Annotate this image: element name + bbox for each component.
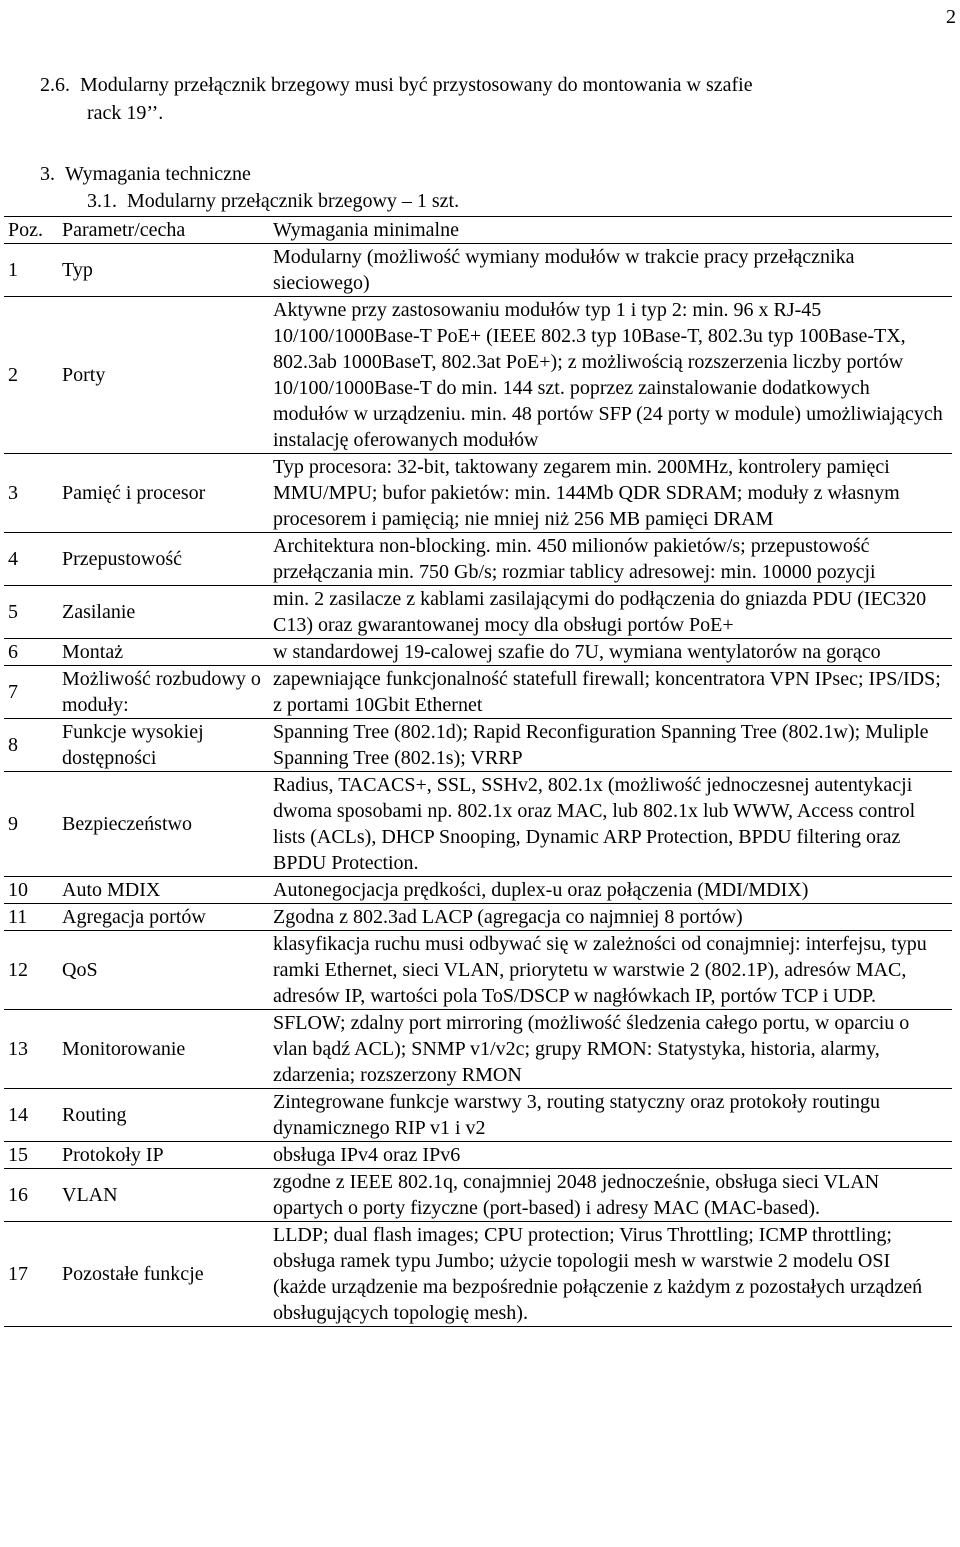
table-header-row [4,217,952,244]
row-parameter: Auto MDIX [58,877,269,904]
table-row [4,454,952,533]
header-parameter: Parametr/cecha [58,217,269,244]
page-number: 2 [946,6,956,28]
section-2-6-heading [40,72,753,98]
row-parameter: VLAN [58,1169,269,1222]
row-number: 10 [4,877,58,904]
row-number: 5 [4,586,58,639]
row-parameter: Protokoły IP [58,1142,269,1169]
row-parameter: Montaż [58,639,269,666]
row-requirement: Radius, TACACS+, SSL, SSHv2, 802.1x (możliwość jednoczesnej autentykacji dwoma sposobami np. 802.1x oraz MAC, lub 802.1x lub WWW, Access control lists (ACLs), DHCP Snooping, Dynamic ARP Protection, BPDU filtering oraz BPDU Protection. [269,772,952,877]
row-number: 16 [4,1169,58,1222]
row-number: 17 [4,1222,58,1327]
row-number: 4 [4,533,58,586]
row-parameter: Typ [58,244,269,297]
table-row [4,586,952,639]
row-number: 6 [4,639,58,666]
section-number: 2.6. [40,74,70,96]
table-row [4,904,952,931]
section-2-6-continuation: rack 19’’. [87,102,164,124]
row-requirement: min. 2 zasilacze z kablami zasilającymi do podłączenia do gniazda PDU (IEC320 C13) oraz gwarantowanej mocy dla obsługi portów PoE+ [269,586,952,639]
row-requirement: Zintegrowane funkcje warstwy 3, routing statyczny oraz protokoły routingu dynamicznego RIP v1 i v2 [269,1089,952,1142]
section-text: Modularny przełącznik brzegowy – 1 szt. [127,190,460,212]
row-number: 13 [4,1010,58,1089]
section-text: Modularny przełącznik brzegowy musi być przystosowany do montowania w szafie [80,74,753,96]
row-number: 1 [4,244,58,297]
section-number: 3. [40,163,55,185]
row-number: 12 [4,931,58,1010]
row-requirement: zgodne z IEEE 802.1q, conajmniej 2048 jednocześnie, obsługa sieci VLAN opartych o porty fizyczne (port-based) i adresy MAC (MAC-based). [269,1169,952,1222]
row-parameter: Funkcje wysokiej dostępności [58,719,269,772]
header-requirements: Wymagania minimalne [269,217,952,244]
row-requirement: Aktywne przy zastosowaniu modułów typ 1 i typ 2: min. 96 x RJ-45 10/100/1000Base-T PoE+ (IEEE 802.3 typ 10Base-T, 802.3u typ 100Base-TX, 802.3ab 1000BaseT, 802.3at PoE+); z możliwością rozszerzenia liczby portów 10/100/1000Base-T do min. 144 szt. poprzez zainstalowanie dodatkowych modułów w urządzeniu. min. 48 portów SFP (24 porty w module) umożliwiających instalację oferowanych modułów [269,297,952,454]
row-parameter: Pozostałe funkcje [58,1222,269,1327]
row-parameter: Porty [58,297,269,454]
row-number: 3 [4,454,58,533]
row-parameter: Bezpieczeństwo [58,772,269,877]
row-requirement: zapewniające funkcjonalność statefull firewall; koncentratora VPN IPsec; IPS/IDS; z portami 10Gbit Ethernet [269,666,952,719]
row-number: 14 [4,1089,58,1142]
table-row [4,719,952,772]
row-parameter: Routing [58,1089,269,1142]
row-requirement: Zgodna z 802.3ad LACP (agregacja co najmniej 8 portów) [269,904,952,931]
requirements-table [4,216,952,1327]
section-text: Wymagania techniczne [65,163,251,185]
table-row [4,1010,952,1089]
section-number: 3.1. [87,190,117,212]
table-row [4,1142,952,1169]
row-requirement: Autonegocjacja prędkości, duplex-u oraz połączenia (MDI/MDIX) [269,877,952,904]
row-requirement: Modularny (możliwość wymiany modułów w trakcie pracy przełącznika sieciowego) [269,244,952,297]
row-parameter: Pamięć i procesor [58,454,269,533]
table-row [4,639,952,666]
row-parameter: Agregacja portów [58,904,269,931]
row-requirement: klasyfikacja ruchu musi odbywać się w zależności od conajmniej: interfejsu, typu ramki Ethernet, sieci VLAN, priorytetu w warstwie 2 (802.1P), adresów MAC, adresów IP, wartości pola ToS/DSCP w nagłówkach IP, portów TCP i UDP. [269,931,952,1010]
row-requirement: obsługa IPv4 oraz IPv6 [269,1142,952,1169]
table-row [4,666,952,719]
row-number: 2 [4,297,58,454]
row-parameter: Zasilanie [58,586,269,639]
row-number: 11 [4,904,58,931]
row-number: 9 [4,772,58,877]
table-row [4,877,952,904]
section-3-1-heading [87,188,459,214]
row-requirement: w standardowej 19-calowej szafie do 7U, wymiana wentylatorów na gorąco [269,639,952,666]
row-requirement: Typ procesora: 32-bit, taktowany zegarem min. 200MHz, kontrolery pamięci MMU/MPU; bufor pakietów: min. 144Mb QDR SDRAM; moduły z własnym procesorem i pamięcią; nie mniej niż 256 MB pamięci DRAM [269,454,952,533]
row-requirement: Spanning Tree (802.1d); Rapid Reconfiguration Spanning Tree (802.1w); Muliple Spanning Tree (802.1s); VRRP [269,719,952,772]
row-parameter: Możliwość rozbudowy o moduły: [58,666,269,719]
row-number: 7 [4,666,58,719]
row-requirement: Architektura non-blocking. min. 450 milionów pakietów/s; przepustowość przełączania min. 750 Gb/s; rozmiar tablicy adresowej: min. 10000 pozycji [269,533,952,586]
table-row [4,533,952,586]
row-requirement: LLDP; dual flash images; CPU protection; Virus Throttling; ICMP throttling; obsługa ramek typu Jumbo; użycie topologii mesh w warstwie 2 modelu OSI (każde urządzenie ma bezpośrednie połączenie z każdym z pozostałych urządzeń obsługujących topologię mesh). [269,1222,952,1327]
row-requirement: SFLOW; zdalny port mirroring (możliwość śledzenia całego portu, w oparciu o vlan bądź ACL); SNMP v1/v2c; grupy RMON: Statystyka, historia, alarmy, zdarzenia; rozszerzony RMON [269,1010,952,1089]
table-row [4,244,952,297]
row-number: 15 [4,1142,58,1169]
section-3-heading [40,161,251,187]
table-row [4,931,952,1010]
table-row [4,297,952,454]
table-row [4,772,952,877]
row-parameter: Przepustowość [58,533,269,586]
table-row [4,1169,952,1222]
header-position: Poz. [4,217,58,244]
table-row [4,1089,952,1142]
row-parameter: Monitorowanie [58,1010,269,1089]
row-number: 8 [4,719,58,772]
table-row [4,1222,952,1327]
row-parameter: QoS [58,931,269,1010]
